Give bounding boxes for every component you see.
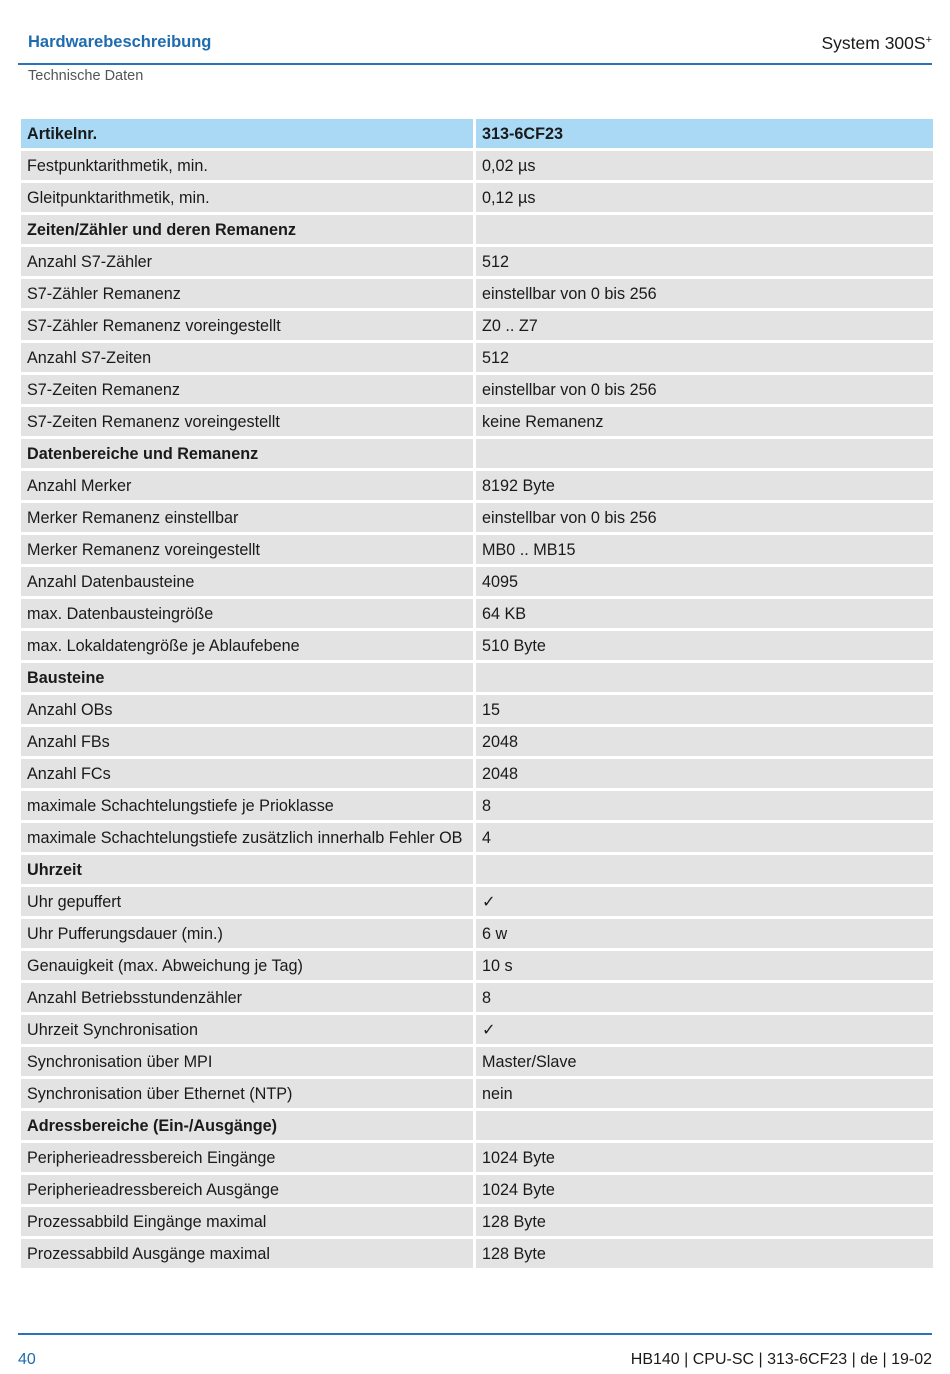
spec-section-label: Adressbereiche (Ein-/Ausgänge) xyxy=(21,1111,473,1140)
spec-row xyxy=(21,951,933,980)
spec-label: S7-Zeiten Remanenz voreingestellt xyxy=(21,407,473,436)
spec-label: Anzahl FCs xyxy=(21,759,473,788)
spec-row xyxy=(21,1143,933,1172)
spec-value: 510 Byte xyxy=(476,631,933,660)
spec-row xyxy=(21,695,933,724)
spec-row xyxy=(21,1239,933,1268)
header-divider xyxy=(18,63,932,65)
spec-header-label: Artikelnr. xyxy=(21,119,473,148)
spec-value: 4 xyxy=(476,823,933,852)
spec-value: einstellbar von 0 bis 256 xyxy=(476,279,933,308)
spec-row xyxy=(21,823,933,852)
spec-label: Anzahl S7-Zähler xyxy=(21,247,473,276)
spec-table-body xyxy=(21,119,933,1268)
spec-row xyxy=(21,599,933,628)
spec-section-row xyxy=(21,855,933,884)
spec-label: S7-Zähler Remanenz xyxy=(21,279,473,308)
spec-value xyxy=(476,663,933,692)
spec-value: 2048 xyxy=(476,727,933,756)
spec-value: 512 xyxy=(476,343,933,372)
page-number: 40 xyxy=(18,1351,36,1368)
spec-label: Anzahl Datenbausteine xyxy=(21,567,473,596)
spec-row xyxy=(21,1079,933,1108)
spec-value: nein xyxy=(476,1079,933,1108)
spec-label: Genauigkeit (max. Abweichung je Tag) xyxy=(21,951,473,980)
checkmark-icon: ✓ xyxy=(476,1015,933,1044)
spec-row xyxy=(21,919,933,948)
spec-section-row xyxy=(21,439,933,468)
spec-value: 8192 Byte xyxy=(476,471,933,500)
spec-row xyxy=(21,1015,933,1044)
spec-row xyxy=(21,983,933,1012)
spec-table xyxy=(18,116,936,1271)
spec-label: Uhrzeit Synchronisation xyxy=(21,1015,473,1044)
spec-label: Peripherieadressbereich Ausgänge xyxy=(21,1175,473,1204)
spec-row xyxy=(21,183,933,212)
spec-row xyxy=(21,471,933,500)
spec-value: Master/Slave xyxy=(476,1047,933,1076)
spec-row xyxy=(21,343,933,372)
spec-row xyxy=(21,791,933,820)
spec-value: MB0 .. MB15 xyxy=(476,535,933,564)
spec-label: S7-Zähler Remanenz voreingestellt xyxy=(21,311,473,340)
spec-row xyxy=(21,311,933,340)
spec-label: Anzahl Betriebsstundenzähler xyxy=(21,983,473,1012)
spec-value: 128 Byte xyxy=(476,1207,933,1236)
spec-label: maximale Schachtelungstiefe zusätzlich innerhalb Fehler OB xyxy=(21,823,473,852)
spec-label: Festpunktarithmetik, min. xyxy=(21,151,473,180)
spec-value: 6 w xyxy=(476,919,933,948)
spec-value xyxy=(476,855,933,884)
spec-label: maximale Schachtelungstiefe je Prioklasse xyxy=(21,791,473,820)
spec-label: S7-Zeiten Remanenz xyxy=(21,375,473,404)
spec-value: 512 xyxy=(476,247,933,276)
spec-value: 0,12 µs xyxy=(476,183,933,212)
spec-section-row xyxy=(21,663,933,692)
spec-label: Merker Remanenz einstellbar xyxy=(21,503,473,532)
spec-value xyxy=(476,1111,933,1140)
spec-value: keine Remanenz xyxy=(476,407,933,436)
spec-value: 128 Byte xyxy=(476,1239,933,1268)
spec-value xyxy=(476,439,933,468)
spec-label: Anzahl FBs xyxy=(21,727,473,756)
spec-label: Uhr gepuffert xyxy=(21,887,473,916)
spec-label: Prozessabbild Eingänge maximal xyxy=(21,1207,473,1236)
spec-header-value: 313-6CF23 xyxy=(476,119,933,148)
spec-value: 0,02 µs xyxy=(476,151,933,180)
spec-value: 64 KB xyxy=(476,599,933,628)
spec-value: 4095 xyxy=(476,567,933,596)
spec-row xyxy=(21,247,933,276)
spec-label: Anzahl Merker xyxy=(21,471,473,500)
spec-value: 8 xyxy=(476,983,933,1012)
document-reference: HB140 | CPU-SC | 313-6CF23 | de | 19-02 xyxy=(630,1351,932,1368)
spec-label: Prozessabbild Ausgänge maximal xyxy=(21,1239,473,1268)
spec-value: Z0 .. Z7 xyxy=(476,311,933,340)
subsection-title: Technische Daten xyxy=(28,68,144,84)
spec-row xyxy=(21,567,933,596)
spec-label: Anzahl S7-Zeiten xyxy=(21,343,473,372)
spec-label: max. Datenbausteingröße xyxy=(21,599,473,628)
spec-label: Anzahl OBs xyxy=(21,695,473,724)
spec-value xyxy=(476,215,933,244)
spec-label: max. Lokaldatengröße je Ablaufebene xyxy=(21,631,473,660)
product-name xyxy=(821,33,932,54)
spec-row xyxy=(21,375,933,404)
spec-value: einstellbar von 0 bis 256 xyxy=(476,503,933,532)
spec-row xyxy=(21,759,933,788)
spec-row xyxy=(21,407,933,436)
spec-row xyxy=(21,535,933,564)
spec-section-label: Datenbereiche und Remanenz xyxy=(21,439,473,468)
spec-label: Uhr Pufferungsdauer (min.) xyxy=(21,919,473,948)
product-name-text: System 300S xyxy=(821,33,926,53)
product-name-superscript: + xyxy=(925,34,932,46)
footer-divider xyxy=(18,1333,932,1335)
spec-section-row xyxy=(21,1111,933,1140)
spec-section-row xyxy=(21,215,933,244)
spec-row xyxy=(21,151,933,180)
section-title: Hardwarebeschreibung xyxy=(28,33,212,51)
spec-value: 8 xyxy=(476,791,933,820)
spec-value: 1024 Byte xyxy=(476,1175,933,1204)
spec-section-label: Bausteine xyxy=(21,663,473,692)
spec-row xyxy=(21,727,933,756)
spec-section-label: Zeiten/Zähler und deren Remanenz xyxy=(21,215,473,244)
spec-label: Synchronisation über Ethernet (NTP) xyxy=(21,1079,473,1108)
spec-value: 2048 xyxy=(476,759,933,788)
spec-label: Gleitpunktarithmetik, min. xyxy=(21,183,473,212)
spec-row xyxy=(21,631,933,660)
spec-value: 10 s xyxy=(476,951,933,980)
spec-label: Merker Remanenz voreingestellt xyxy=(21,535,473,564)
spec-row xyxy=(21,1047,933,1076)
spec-section-label: Uhrzeit xyxy=(21,855,473,884)
spec-row xyxy=(21,503,933,532)
spec-value: 1024 Byte xyxy=(476,1143,933,1172)
spec-label: Peripherieadressbereich Eingänge xyxy=(21,1143,473,1172)
spec-table-header-row xyxy=(21,119,933,148)
spec-value: einstellbar von 0 bis 256 xyxy=(476,375,933,404)
spec-value: 15 xyxy=(476,695,933,724)
spec-row xyxy=(21,1175,933,1204)
spec-row xyxy=(21,279,933,308)
spec-row xyxy=(21,887,933,916)
spec-label: Synchronisation über MPI xyxy=(21,1047,473,1076)
checkmark-icon: ✓ xyxy=(476,887,933,916)
spec-row xyxy=(21,1207,933,1236)
